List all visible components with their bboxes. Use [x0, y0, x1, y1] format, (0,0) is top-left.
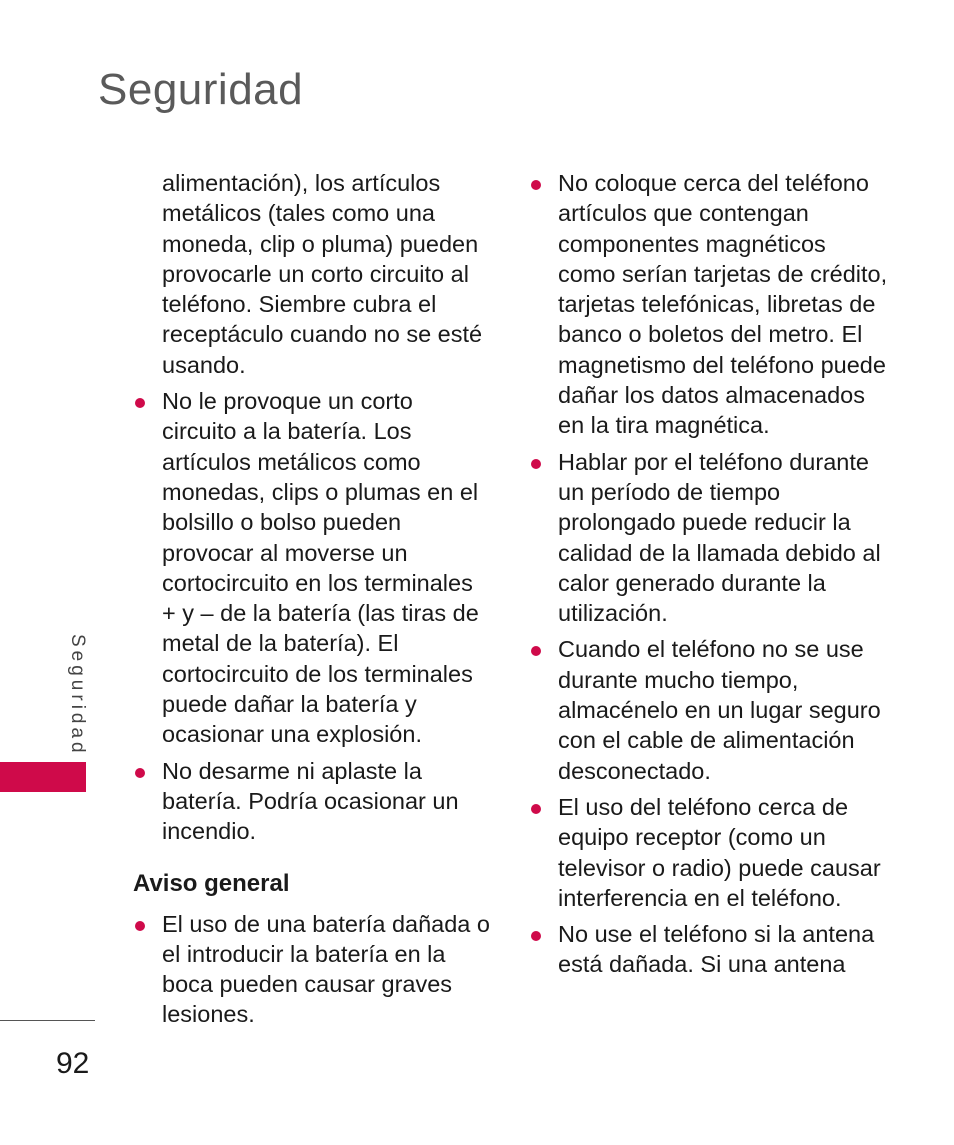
footer-divider	[0, 1020, 95, 1021]
bullet-icon	[531, 931, 541, 941]
left-column	[133, 168, 493, 1036]
list-item-text: El uso de una batería dañada o el introducir la batería en la boca pueden causar graves lesiones.	[162, 910, 490, 1028]
list-item-text: No use el teléfono si la antena está dañada. Si una antena	[558, 921, 875, 978]
side-tab-label: Seguridad	[67, 634, 88, 757]
list-item-text: El uso del teléfono cerca de equipo receptor (como un televisor o radio) puede causar interferencia en el teléfono.	[558, 793, 881, 911]
list-item-text: Cuando el teléfono no se use durante mucho tiempo, almacénelo en un lugar seguro con el cable de alimentación desconectado.	[558, 636, 881, 784]
page-title: Seguridad	[98, 65, 304, 114]
bullet-icon	[531, 180, 541, 190]
section-heading: Aviso general	[133, 869, 290, 897]
side-tab-marker	[0, 762, 86, 792]
continuation-paragraph: alimentación), los artículos metálicos (tales como una moneda, clip o pluma) pueden provocarle un corto circuito al teléfono. Siembre cubra el receptáculo cuando no se esté usando.	[162, 170, 483, 378]
list-item	[529, 168, 889, 441]
bullet-icon	[135, 921, 145, 931]
bullet-icon	[531, 804, 541, 814]
bullet-icon	[531, 646, 541, 656]
list-item-text: Hablar por el teléfono durante un período de tiempo prolongado puede reducir la calidad de la llamada debido al calor generado durante la utilización.	[558, 448, 881, 627]
right-column	[529, 168, 889, 986]
list-item	[133, 386, 493, 750]
bullet-icon	[135, 398, 145, 408]
list-item-text: No desarme ni aplaste la batería. Podría ocasionar un incendio.	[162, 757, 459, 845]
list-item-text: No le provoque un corto circuito a la batería. Los artículos metálicos como monedas, clips o plumas en el bolsillo o bolso pueden provocar al moverse un cortocircuito en los terminales + y – de la batería (las tiras de metal de la batería). El cortocircuito de los terminales puede dañar la batería y ocasionar una explosión.	[162, 388, 479, 748]
list-item	[529, 919, 889, 980]
page-number: 92	[56, 1047, 90, 1080]
list-item	[529, 447, 889, 629]
bullet-icon	[135, 768, 145, 778]
list-item	[133, 756, 493, 847]
list-item-text: No coloque cerca del teléfono artículos que contengan componentes magnéticos como serían tarjetas de crédito, tarjetas telefónicas, libretas de banco o boletos del metro. El magnetismo del teléfono puede dañar los datos almacenados en la tira magnética.	[558, 170, 888, 439]
list-item	[133, 909, 493, 1030]
bullet-icon	[531, 459, 541, 469]
list-item	[529, 792, 889, 913]
list-item	[529, 634, 889, 785]
